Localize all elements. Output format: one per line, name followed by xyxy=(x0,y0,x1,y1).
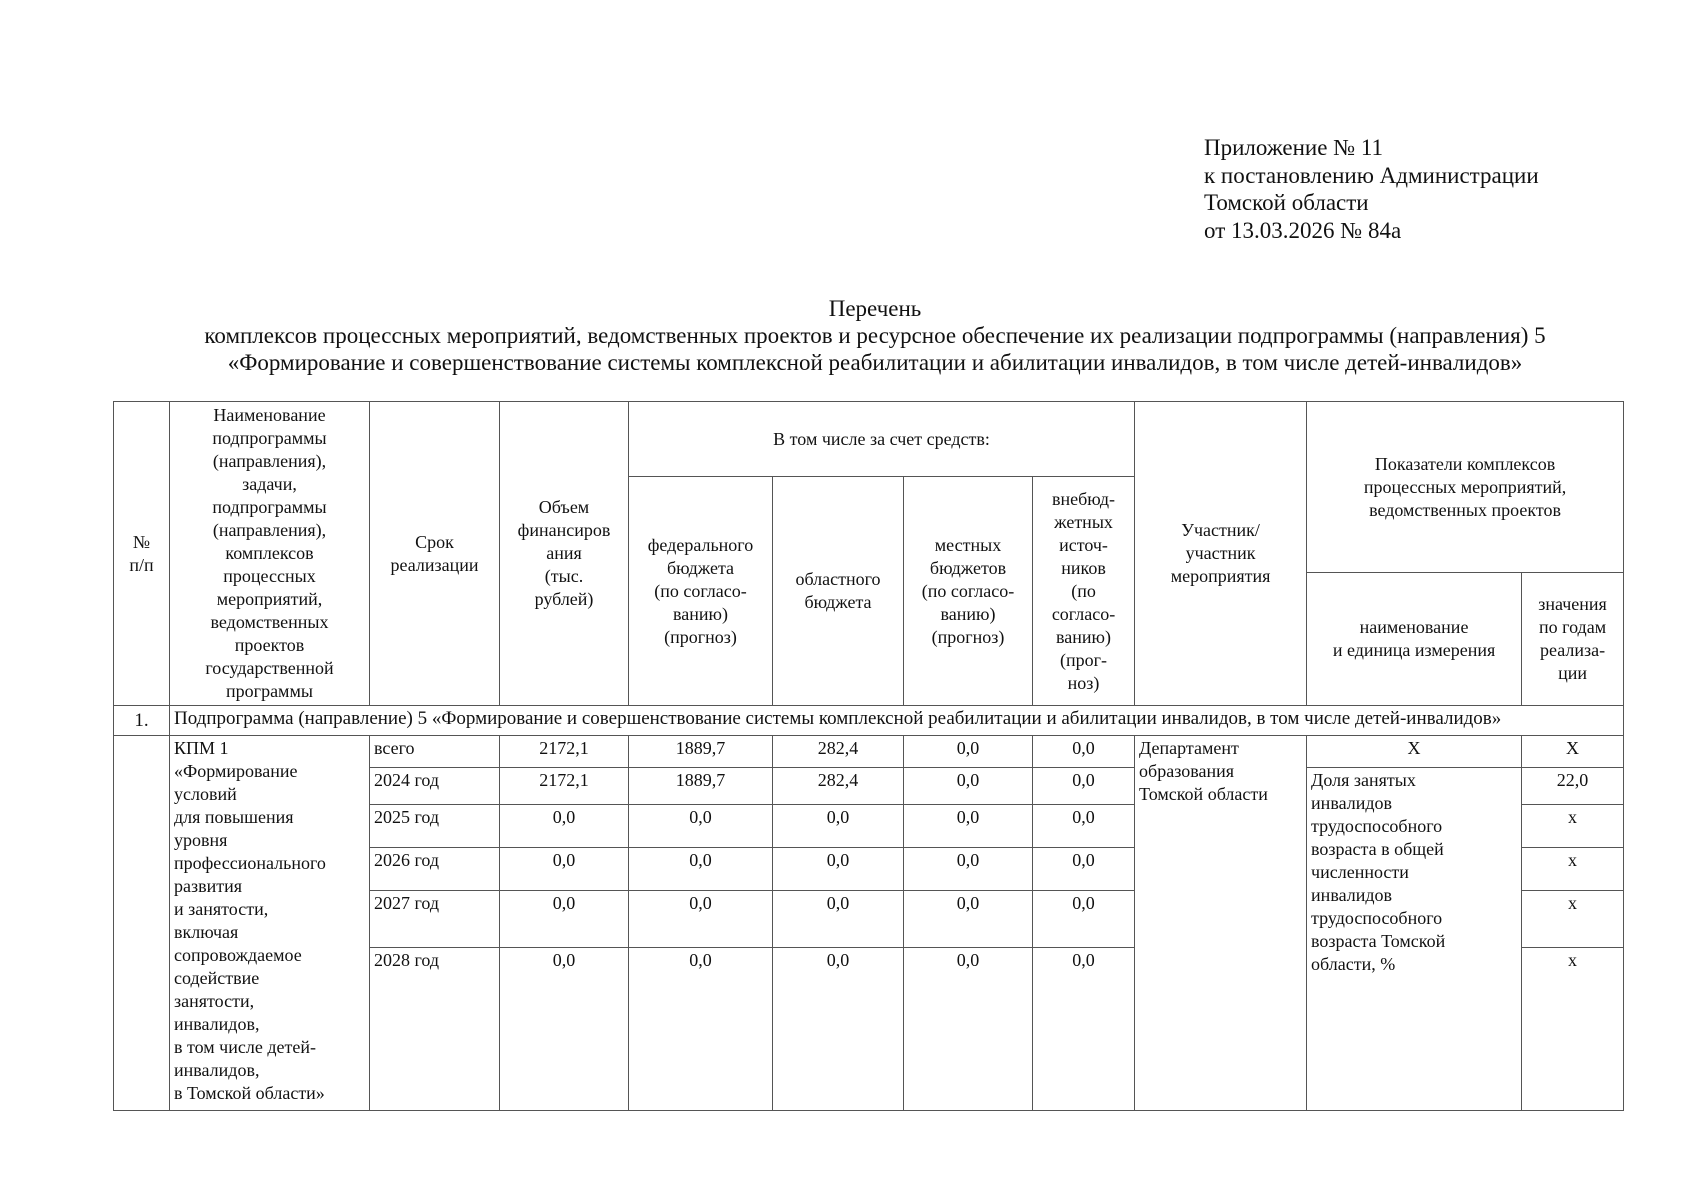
header-period: Срок реализации xyxy=(370,402,500,706)
indicator-value-cell: х xyxy=(1522,848,1624,891)
header-indicator-name: наименование и единица измерения xyxy=(1307,573,1522,706)
extra-cell: 0,0 xyxy=(1033,848,1135,891)
extra-cell: 0,0 xyxy=(1033,891,1135,948)
volume-cell: 0,0 xyxy=(500,805,629,848)
federal-cell: 0,0 xyxy=(629,891,773,948)
header-volume: Объем финансиров ания (тыс. рублей) xyxy=(500,402,629,706)
title-line: Перечень xyxy=(828,296,922,321)
header-indicator-values: значения по годам реализа- ции xyxy=(1522,573,1624,706)
appendix-block xyxy=(1204,134,1539,244)
local-cell: 0,0 xyxy=(904,891,1033,948)
program-table xyxy=(113,401,1624,1111)
federal-cell: 1889,7 xyxy=(629,768,773,805)
volume-cell: 2172,1 xyxy=(500,768,629,805)
regional-cell: 282,4 xyxy=(773,736,904,768)
indicator-value-cell: х xyxy=(1522,891,1624,948)
indicator-value-cell: х xyxy=(1522,805,1624,848)
participant-cell: Департамент образования Томской области xyxy=(1135,736,1307,1111)
extra-cell: 0,0 xyxy=(1033,805,1135,848)
extra-cell: 0,0 xyxy=(1033,768,1135,805)
indicator-name-total: X xyxy=(1307,736,1522,768)
volume-cell: 0,0 xyxy=(500,891,629,948)
title-line: «Формирование и совершенствование системы комплексной реабилитации и абилитации инвалидов, в том числе детей-инвалидов» xyxy=(227,350,1523,375)
local-cell: 0,0 xyxy=(904,848,1033,891)
regional-cell: 282,4 xyxy=(773,768,904,805)
federal-cell: 0,0 xyxy=(629,948,773,1111)
indicator-value-total: X xyxy=(1522,736,1624,768)
regional-cell: 0,0 xyxy=(773,805,904,848)
header-name: Наименование подпрограммы (направления), задачи, подпрограммы (направления), комплексов процессных мероприятий, ведомственных проектов государственной программы xyxy=(170,402,370,706)
kpm-name: КПМ 1 «Формирование условий для повышения уровня профессионального развития и занятости, включая сопровождаемое содействие занятости, инвалидов, в том числе детей- инвалидов, в Томской области» xyxy=(170,736,370,1111)
federal-cell: 0,0 xyxy=(629,848,773,891)
header-federal: федерального бюджета (по согласо- ванию) (прогноз) xyxy=(629,477,773,706)
header-participant: Участник/ участник мероприятия xyxy=(1135,402,1307,706)
federal-cell: 0,0 xyxy=(629,805,773,848)
appendix-line: от 13.03.2026 № 84а xyxy=(1204,217,1402,243)
volume-cell: 2172,1 xyxy=(500,736,629,768)
indicator-value-cell: х xyxy=(1522,948,1624,1111)
federal-cell: 1889,7 xyxy=(629,736,773,768)
regional-cell: 0,0 xyxy=(773,848,904,891)
title-line: комплексов процессных мероприятий, ведомственных проектов и ресурсное обеспечение их реализации подпрограммы (направления) 5 xyxy=(204,323,1546,348)
regional-cell: 0,0 xyxy=(773,948,904,1111)
regional-cell: 0,0 xyxy=(773,891,904,948)
period-cell: 2026 год xyxy=(370,848,500,891)
table-row xyxy=(114,736,1624,768)
period-cell: всего xyxy=(370,736,500,768)
header-regional: областного бюджета xyxy=(773,477,904,706)
local-cell: 0,0 xyxy=(904,768,1033,805)
extra-cell: 0,0 xyxy=(1033,736,1135,768)
subprogram-title: Подпрограмма (направление) 5 «Формирование и совершенствование системы комплексной реабилитации и абилитации инвалидов, в том числе детей-инвалидов» xyxy=(170,706,1624,736)
kpm-num-cell xyxy=(114,736,170,1111)
appendix-line: Приложение № 11 xyxy=(1204,135,1384,160)
appendix-line: к постановлению Администрации xyxy=(1204,162,1539,188)
header-num: № п/п xyxy=(114,402,170,706)
period-cell: 2024 год xyxy=(370,768,500,805)
extra-cell: 0,0 xyxy=(1033,948,1135,1111)
indicator-value-cell: 22,0 xyxy=(1522,768,1624,805)
header-extra: внебюд- жетных источ- ников (по согласо- ванию) (прог- ноз) xyxy=(1033,477,1135,706)
header-including: В том числе за счет средств: xyxy=(629,402,1135,477)
document-title xyxy=(0,295,1698,376)
indicator-name-cell: Доля занятых инвалидов трудоспособного возраста в общей численности инвалидов трудоспособного возраста Томской области, % xyxy=(1307,768,1522,1111)
volume-cell: 0,0 xyxy=(500,948,629,1111)
header-indicators: Показатели комплексов процессных мероприятий, ведомственных проектов xyxy=(1307,402,1624,573)
local-cell: 0,0 xyxy=(904,736,1033,768)
local-cell: 0,0 xyxy=(904,948,1033,1111)
local-cell: 0,0 xyxy=(904,805,1033,848)
period-cell: 2025 год xyxy=(370,805,500,848)
subprogram-num: 1. xyxy=(114,706,170,736)
period-cell: 2027 год xyxy=(370,891,500,948)
period-cell: 2028 год xyxy=(370,948,500,1111)
volume-cell: 0,0 xyxy=(500,848,629,891)
header-local: местных бюджетов (по согласо- ванию) (прогноз) xyxy=(904,477,1033,706)
appendix-line: Томской области xyxy=(1204,190,1369,215)
